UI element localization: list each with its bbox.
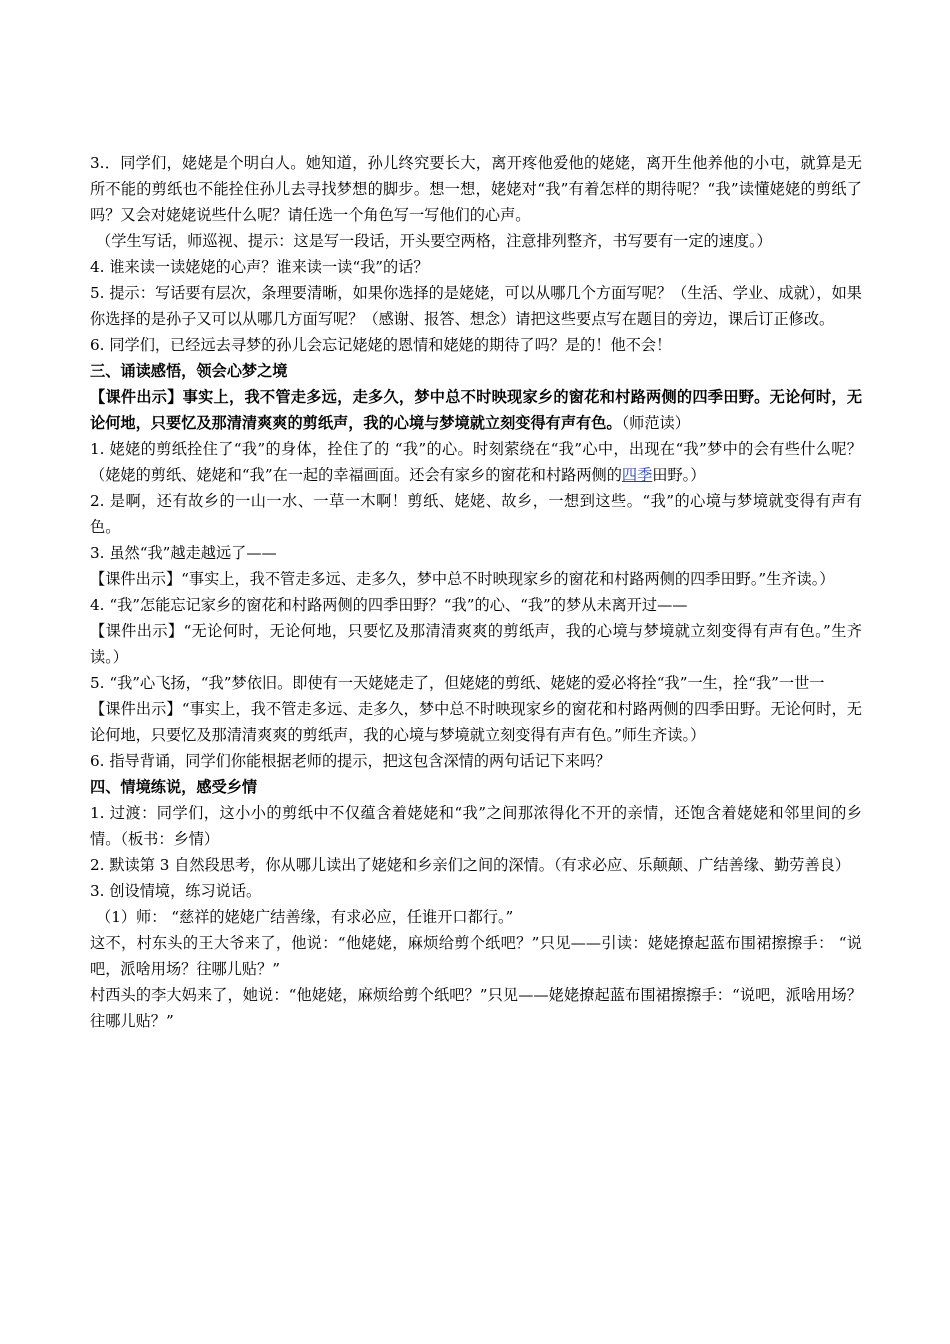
paragraph-courseware-4: 【课件出示】“事实上，我不管走多远、走多久，梦中总不时映现家乡的窗花和村路两侧的四季田野。无论何时，无论何地，只要忆及那清清爽爽的剪纸声，我的心境与梦境就立刻变得有声有色。”师生齐读。）: [90, 700, 862, 744]
paragraph-scene-3: 3. 创设情境，练习说话。: [90, 882, 262, 900]
paragraph-step-5: 5. 提示：写话要有层次，条理要清晰，如果你选择的是姥姥，可以从哪几个方面写呢？（生活、学业、成就），如果你选择的是孙子又可以从哪几方面写呢？（感谢、报答、想念）请把这些要点写在题目的旁边，课后订正修改。: [90, 284, 862, 328]
courseware-quote-note: （师范读）: [621, 414, 690, 432]
paragraph-step-6: 6. 同学们，已经远去寻梦的孙儿会忘记姥姥的恩情和姥姥的期待了吗？是的！他不会！: [90, 336, 672, 354]
paragraph-step-4: 4. 谁来读一读姥姥的心声？谁来读一读“我”的话？: [90, 258, 429, 276]
paragraph-recite-2: 2. 是啊，还有故乡的一山一水、一草一木啊！剪纸、姥姥、故乡，一想到这些。“我”的心境与梦境就变得有声有色。: [90, 492, 862, 536]
paragraph-recite-3: 3. 虽然“我”越走越远了——: [90, 544, 277, 562]
paragraph-recite-4: 4. “我”怎能忘记家乡的窗花和村路两侧的四季田野？“我”的心、“我”的梦从未离开过——: [90, 596, 688, 614]
document-page: [90, 150, 862, 1034]
paragraph-writing-note: （学生写话，师巡视、提示：这是写一段话，开头要空两格，注意排列整齐，书写要有一定的速度。）: [96, 232, 772, 250]
recite-1-text-b: 田野。）: [652, 466, 706, 484]
section-heading-4: 四、情境练说，感受乡情: [90, 778, 258, 796]
paragraph-recite-6: 6. 指导背诵，同学们你能根据老师的提示，把这包含深情的两句话记下来吗？: [90, 752, 611, 770]
paragraph-scene-1: 1. 过渡：同学们，这小小的剪纸中不仅蕴含着姥姥和“我”之间那浓得化不开的亲情，还饱含着姥姥和邻里间的乡情。（板书：乡情）: [90, 804, 862, 848]
section-heading-3: 三、诵读感悟，领会心梦之境: [90, 362, 288, 380]
recite-1-text-a: 1. 姥姥的剪纸拴住了“我”的身体，拴住了的 “我”的心。时刻萦绕在“我”心中，出现在“我”梦中的会有些什么呢？（姥姥的剪纸、姥姥和“我”在一起的幸福画面。还会有家乡的窗花和村路两侧的: [90, 440, 862, 484]
paragraph-scene-3-1: （1）师： “慈祥的姥姥广结善缘，有求必应，任谁开口都行。”: [96, 908, 514, 926]
paragraph-scene-2: 2. 默读第 3 自然段思考，你从哪儿读出了姥姥和乡亲们之间的深情。（有求必应、乐颠颠、广结善缘、勤劳善良）: [90, 856, 851, 874]
paragraph-step-3: 3.．同学们，姥姥是个明白人。她知道，孙儿终究要长大，离开疼他爱他的姥姥，离开生他养他的小屯，就算是无所不能的剪纸也不能拴住孙儿去寻找梦想的脚步。想一想，姥姥对“我”有着怎样的期待呢？“我”读懂姥姥的剪纸了吗？又会对姥姥说些什么呢？请任选一个角色写一写他们的心声。: [90, 154, 862, 224]
paragraph-recite-1: [90, 436, 862, 488]
paragraph-courseware-1: [90, 384, 862, 436]
four-seasons-link[interactable]: 四季: [621, 466, 653, 484]
paragraph-scene-east: 这不，村东头的王大爷来了，他说：“他姥姥，麻烦给剪个纸吧？”只见——引读：姥姥撩起蓝布围裙擦擦手： “说吧，派啥用场？往哪儿贴？”: [90, 934, 862, 978]
paragraph-scene-west: 村西头的李大妈来了，她说：“他姥姥，麻烦给剪个纸吧？”只见——姥姥撩起蓝布围裙擦擦手：“说吧，派啥用场？往哪儿贴？”: [90, 986, 862, 1030]
paragraph-recite-5: 5. “我”心飞扬，“我”梦依旧。即使有一天姥姥走了，但姥姥的剪纸、姥姥的爱必将拴“我”一生，拴“我”一世一: [90, 674, 825, 692]
paragraph-courseware-3: 【课件出示】“无论何时，无论何地，只要忆及那清清爽爽的剪纸声，我的心境与梦境就立刻变得有声有色。”生齐读。）: [90, 622, 862, 666]
courseware-quote-bold: 【课件出示】事实上，我不管走多远，走多久，梦中总不时映现家乡的窗花和村路两侧的四季田野。无论何时，无论何地，只要忆及那清清爽爽的剪纸声，我的心境与梦境就立刻变得有声有色。: [90, 388, 862, 432]
paragraph-courseware-2: 【课件出示】“事实上，我不管走多远、走多久，梦中总不时映现家乡的窗花和村路两侧的四季田野。”生齐读。）: [90, 570, 835, 588]
